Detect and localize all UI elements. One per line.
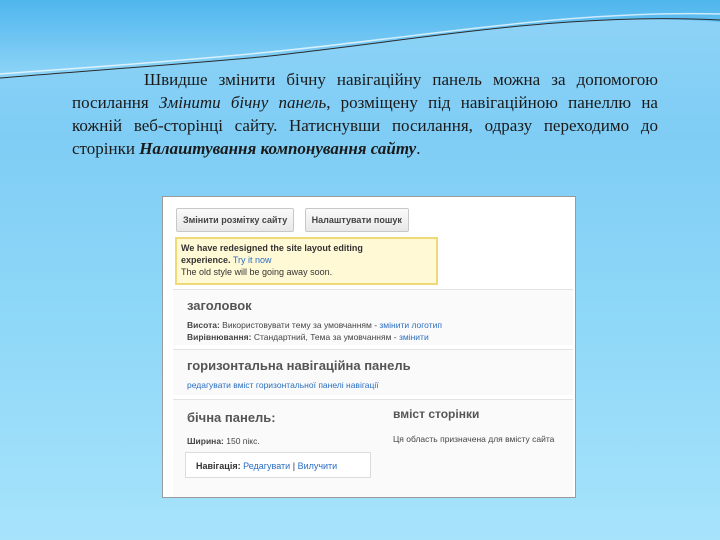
sidebar-title: бічна панель:	[187, 410, 276, 425]
target-page-name: Налаштування компонування сайту	[139, 139, 417, 158]
paragraph-text-2: , розміщену під навігаційною панеллю на кожній веб-сторінці сайту. Натиснувши посилання, одразу переходимо до сторінки	[72, 93, 658, 158]
page-content-desc: Ця область призначена для вмісту сайта	[393, 434, 555, 444]
navigation-gadget	[185, 452, 371, 478]
header-section: заголовок Висота: Використовувати тему за умовчанням - змінити логотип Вирівнювання: Стандартний, Тема за умовчанням - змінити	[173, 289, 573, 345]
redesign-notice	[175, 237, 438, 285]
link-phrase: Змінити бічну панель	[158, 93, 327, 112]
horizontal-nav-title: горизонтальна навігаційна панель	[187, 358, 411, 373]
edit-navigation-link[interactable]: Редагувати	[243, 461, 291, 471]
height-label: Висота:	[187, 320, 220, 330]
change-layout-button[interactable]: Змінити розмітку сайту	[176, 208, 294, 232]
try-it-now-link[interactable]: Try it now	[232, 255, 272, 265]
height-value: Використовувати тему за умовчанням	[222, 320, 372, 330]
configure-search-button[interactable]: Налаштувати пошук	[305, 208, 409, 232]
width-value: 150 пікс.	[226, 436, 260, 446]
notice-line-1: We have redesigned the site layout editing	[181, 243, 363, 253]
align-value: Стандартний, Тема за умовчанням	[253, 332, 392, 342]
notice-line-3: The old style will be going away soon.	[181, 267, 333, 277]
toolbar	[176, 208, 415, 232]
notice-line-2: experience.	[181, 255, 231, 265]
nav-separator: |	[292, 461, 296, 471]
header-section-title: заголовок	[187, 298, 252, 313]
slide-paragraph	[72, 68, 658, 160]
align-label: Вирівнювання:	[187, 332, 252, 342]
width-label: Ширина:	[187, 436, 224, 446]
paragraph-end: .	[416, 139, 421, 158]
page-content-title: вміст сторінки	[393, 407, 480, 421]
change-align-link[interactable]: змінити	[398, 332, 429, 342]
change-logo-link[interactable]: змінити логотип	[379, 320, 442, 330]
site-layout-screenshot	[162, 196, 576, 498]
edit-horizontal-nav-link[interactable]: редагувати вміст горизонтальної панелі навігації	[187, 380, 379, 390]
navigation-label: Навігація:	[196, 461, 241, 471]
remove-navigation-link[interactable]: Вилучити	[297, 461, 338, 471]
paragraph-text-1: Швидше змінити бічну навігаційну панель можна за допомогою посилання	[72, 70, 658, 112]
horizontal-nav-section	[173, 349, 573, 395]
page-content-column	[393, 407, 573, 467]
